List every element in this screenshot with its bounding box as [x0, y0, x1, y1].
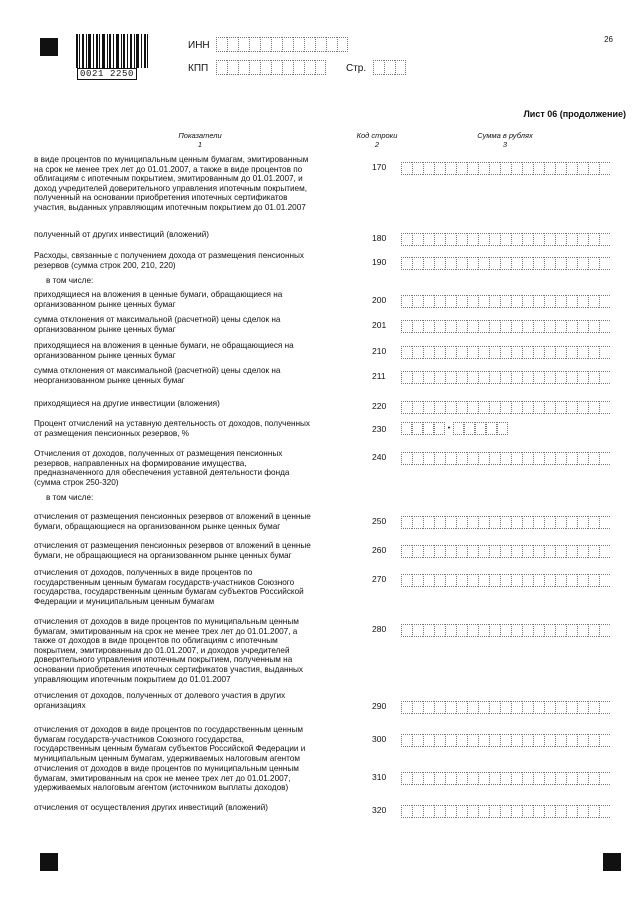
row-code: 290: [372, 701, 387, 711]
subhead-including: в том числе:: [46, 493, 94, 502]
sheet-title: Лист 06 (продолжение): [523, 109, 626, 119]
row-code: 200: [372, 295, 387, 305]
row-code: 190: [372, 257, 387, 267]
row-label: отчисления от доходов в виде процентов по муниципальным ценным бумагам, эмитированным на срок не менее трех лет до 01.01.2007, а также от доходов в виде процентов по облигациям с ипотечным покрытием, эмитированным до 01.01.2007, и доходов учредителей доверительного управления ипотечным покрытием, полученным на основании приобретения ипотечных сертификатов участия, выданных управляющим ипотечным покрытием до 01.01.2007: [34, 617, 304, 684]
column-header-line-code-number: 2: [374, 140, 380, 149]
row-label: отчисления от осуществления других инвестиций (вложений): [34, 803, 269, 812]
row-label: приходящиеся на вложения в ценные бумаги, обращающиеся на организованном рынке ценных бумаг: [34, 290, 283, 309]
row-code: 180: [372, 233, 387, 243]
row-code: 310: [372, 772, 387, 782]
row-code: 280: [372, 624, 387, 634]
row-label: отчисления от размещения пенсионных резервов от вложений в ценные бумаги, обращающиеся на организованном рынке ценных бумаг: [34, 512, 311, 531]
row-label: отчисления от доходов, полученных в виде процентов по государственным ценным бумагам государств-участников Союзного государства, государственным ценным бумагам субъектов Российской Федерации и муниципальным ценным бумагам: [34, 568, 304, 606]
amount-field[interactable]: [401, 734, 610, 747]
row-code: 320: [372, 805, 387, 815]
amount-field[interactable]: [401, 162, 610, 175]
column-header-indicators-number: 1: [197, 140, 203, 149]
row-label: отчисления от доходов в виде процентов по государственным ценным бумагам государств-участников Союзного государства, государственным ценным бумагам субъектов Российской Федерации и муниципальным ценным бумагам, удерживаемых налоговым агентом: [34, 725, 306, 763]
amount-field[interactable]: [401, 295, 610, 308]
row-code: 210: [372, 346, 387, 356]
amount-field[interactable]: [401, 233, 610, 246]
row-label: отчисления от доходов, полученных от долевого участия в других организациях: [34, 691, 286, 710]
row-code: 230: [372, 424, 387, 434]
row-label: Расходы, связанные с получением дохода от размещения пенсионных резервов (сумма строк 200, 210, 220): [34, 251, 305, 270]
column-header-line-code: [352, 131, 402, 149]
column-header-indicators: [150, 131, 250, 149]
row-label: отчисления от доходов в виде процентов по муниципальным ценным бумагам, эмитированным на срок не менее трех лет до 01.01.2007, удерживаемых налоговым агентом (источником выплаты доходов): [34, 764, 299, 793]
row-code: 220: [372, 401, 387, 411]
subhead-including: в том числе:: [46, 276, 94, 285]
row-code: 211: [372, 371, 386, 381]
row-code: 260: [372, 545, 387, 555]
row-code: 300: [372, 734, 387, 744]
amount-field[interactable]: [401, 772, 610, 785]
amount-field[interactable]: [401, 545, 610, 558]
inn-label: ИНН: [188, 40, 210, 51]
row-code: 201: [372, 320, 387, 330]
corner-marker-bottom-left: [40, 853, 58, 871]
page-label: Стр.: [346, 63, 367, 74]
inn-field[interactable]: [216, 37, 348, 52]
amount-field[interactable]: [401, 452, 610, 465]
amount-field[interactable]: [401, 701, 610, 714]
amount-field[interactable]: [401, 574, 610, 587]
column-header-amount-number: 3: [502, 140, 508, 149]
column-header-indicators-label: Показатели: [178, 131, 222, 140]
amount-field[interactable]: [401, 624, 610, 637]
barcode-number: 0021 2250: [77, 68, 137, 80]
row-label: приходящиеся на другие инвестиции (вложения): [34, 399, 220, 408]
kpp-label: КПП: [188, 63, 209, 74]
amount-field[interactable]: [401, 371, 610, 384]
barcode-image: [76, 34, 148, 68]
row-label: отчисления от размещения пенсионных резервов от вложений в ценные бумаги, не обращающиеся на организованном рынке ценных бумаг: [34, 541, 311, 560]
row-label: полученный от других инвестиций (вложений): [34, 230, 210, 239]
corner-marker-top-left: [40, 38, 58, 56]
page-number: 26: [604, 35, 613, 44]
amount-field[interactable]: [401, 320, 610, 333]
column-header-amount: [450, 131, 560, 149]
row-code: 270: [372, 574, 387, 584]
amount-field[interactable]: [401, 257, 610, 270]
row-code: 170: [372, 162, 387, 172]
row-code: 250: [372, 516, 387, 526]
kpp-field[interactable]: [216, 60, 326, 75]
amount-field[interactable]: [401, 805, 610, 818]
amount-field[interactable]: [401, 401, 610, 414]
row-label: сумма отклонения от максимальной (расчетной) цены сделок на организованном рынке ценных бумаг: [34, 315, 281, 334]
amount-field[interactable]: [401, 346, 610, 359]
column-header-line-code-label: Код строки: [356, 131, 398, 140]
row-label: Процент отчислений на уставную деятельность от доходов, полученных от размещения пенсионных резервов, %: [34, 419, 311, 438]
row-label: в виде процентов по муниципальным ценным бумагам, эмитированным на срок не менее трех лет до 01.01.2007, а также в виде процентов по облигациям с ипотечным покрытием, эмитированным до 01.01.2007, и доход учредителей доверительного управления ипотечным покрытием, полученный на основании приобретения ипотечных сертификатов участия, выданных управляющим ипотечным покрытием до 01.01.2007: [34, 155, 309, 212]
column-header-amount-label: Сумма в рублях: [477, 131, 533, 140]
row-label: Отчисления от доходов, полученных от размещения пенсионных резервов, направленных на формирование имущества, предназначенного для обеспечения уставной деятельности фонда (сумма строк 250-320): [34, 449, 290, 487]
percent-field[interactable]: •: [401, 422, 508, 435]
row-label: сумма отклонения от максимальной (расчетной) цены сделок на неорганизованном рынке ценных бумаг: [34, 366, 281, 385]
row-label: приходящиеся на вложения в ценные бумаги, не обращающиеся на организованном рынке ценных бумаг: [34, 341, 294, 360]
row-code: 240: [372, 452, 387, 462]
amount-field[interactable]: [401, 516, 610, 529]
corner-marker-bottom-right: [603, 853, 621, 871]
page-field[interactable]: [373, 60, 406, 75]
